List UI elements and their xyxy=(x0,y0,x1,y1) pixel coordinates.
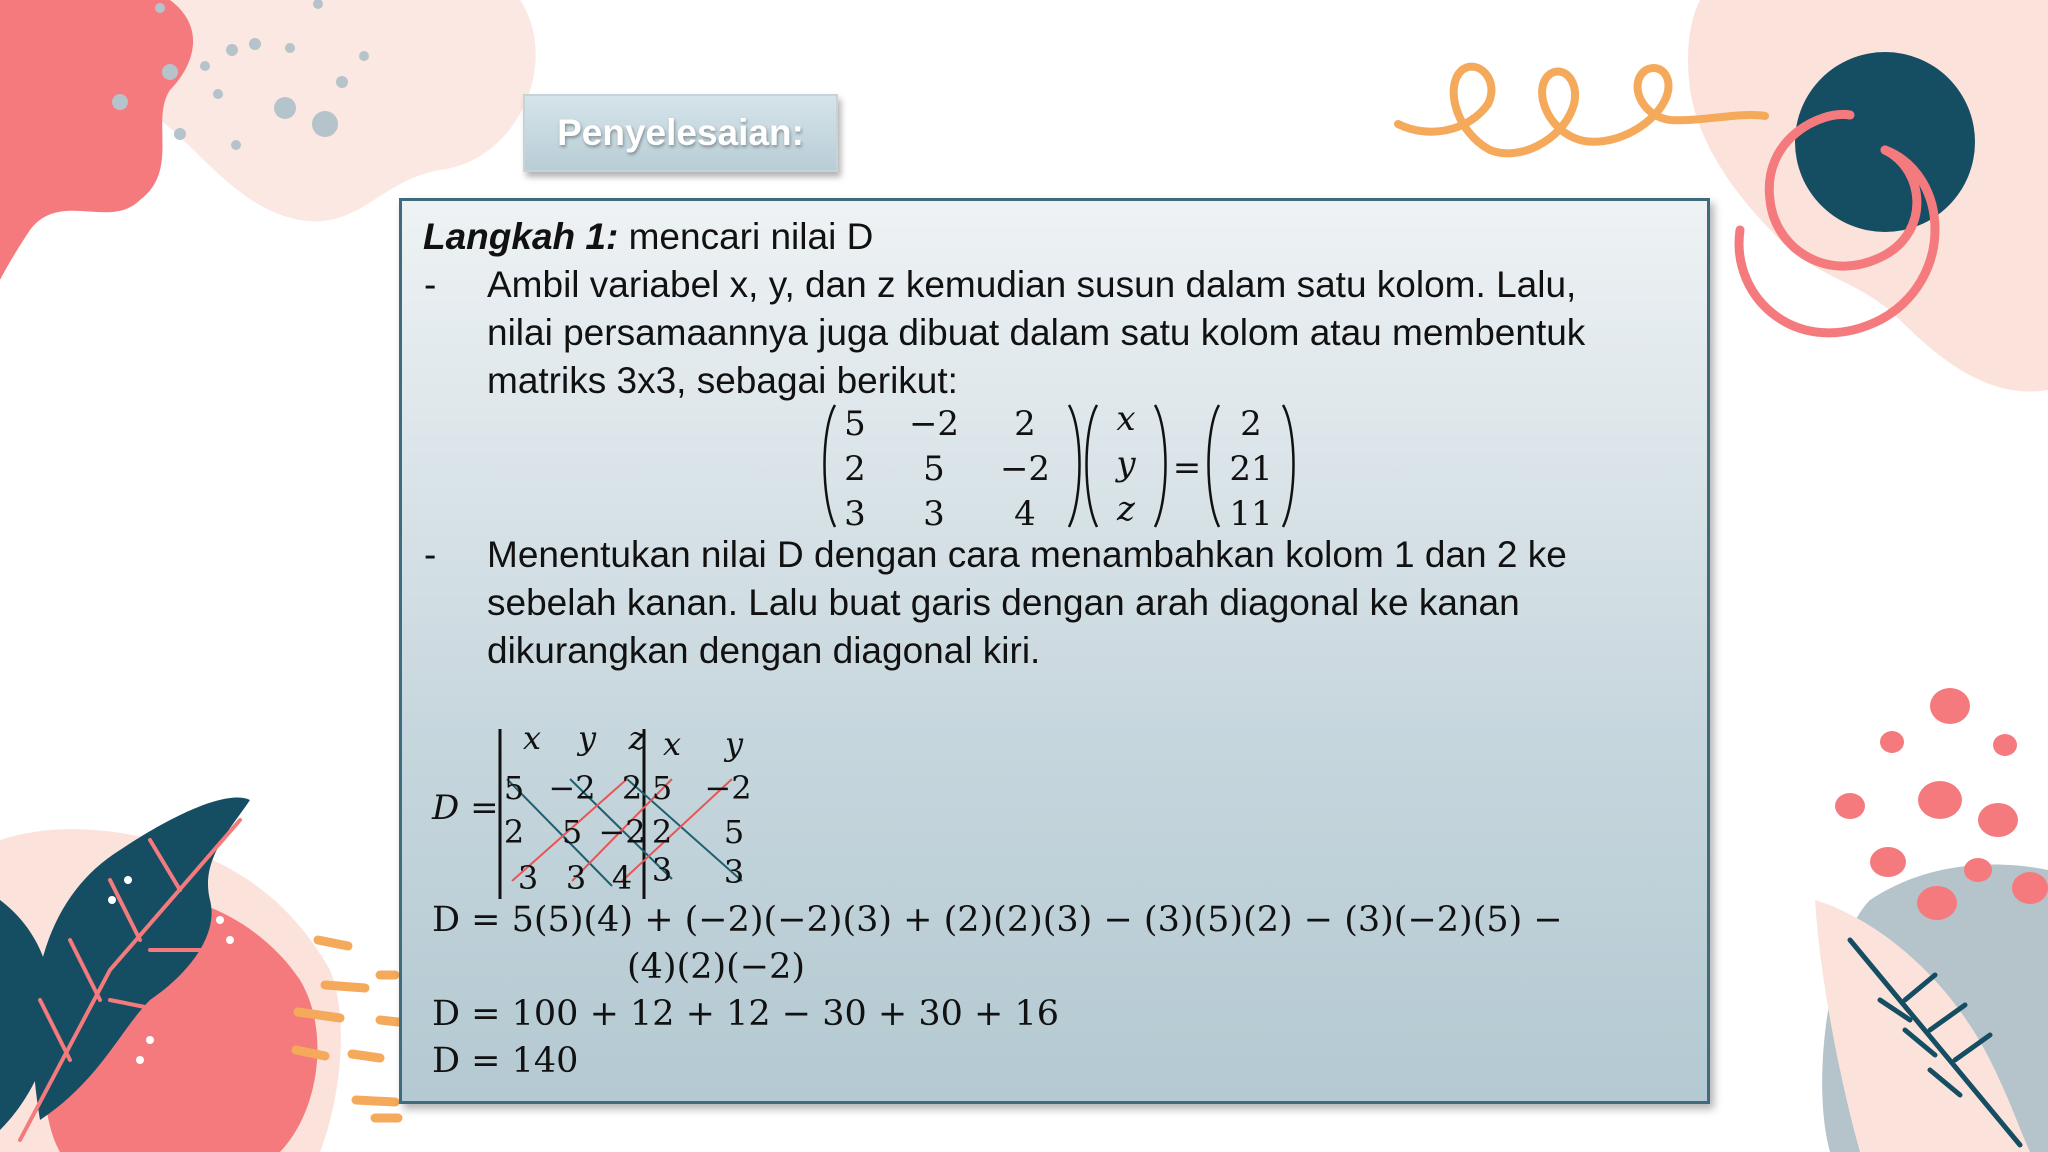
step-text: mencari nilai D xyxy=(618,216,874,257)
det-r3c3: 4 xyxy=(611,859,633,897)
calc-line-1: D = 5(5)(4) + (−2)(−2)(3) + (2)(2)(3) − (3)(5)(2) − (3)(−2)(5) − xyxy=(432,900,1563,940)
paren-right-b xyxy=(1283,405,1294,527)
det-r2c3: −2 xyxy=(598,813,646,851)
det-r1c3: 2 xyxy=(621,769,643,807)
det-r3c4: 3 xyxy=(651,851,673,889)
det-r2c2: 5 xyxy=(561,813,583,851)
det-head-z: z xyxy=(628,719,646,757)
coral-blob-top-left xyxy=(0,0,193,280)
bullet-1-line-1: Ambil variabel x, y, dan z kemudian susun dalam satu kolom. Lalu, xyxy=(487,264,1577,305)
bullet-1-line-2: nilai persamaannya juga dibuat dalam satu kolom atau membentuk xyxy=(487,312,1586,353)
paren-left-b xyxy=(1209,405,1220,527)
calc-line-3: D = 100 + 12 + 12 − 30 + 30 + 16 xyxy=(432,994,1060,1034)
a11: 5 xyxy=(844,404,866,444)
equals-sign: = xyxy=(1172,448,1202,488)
paren-right-x xyxy=(1155,405,1166,527)
paren-left-A xyxy=(825,405,836,527)
bullet-1-dash: - xyxy=(424,264,437,305)
det-head-x1: x xyxy=(522,719,542,757)
peach-blob-top-left xyxy=(140,0,536,221)
paren-left-x xyxy=(1087,405,1098,527)
det-lhs: D = xyxy=(432,788,499,828)
det-r1c2: −2 xyxy=(548,769,596,807)
calc-line-2: (4)(2)(−2) xyxy=(627,947,806,987)
det-r2c5: 5 xyxy=(723,813,745,851)
slide-title: Penyelesaian: xyxy=(557,112,804,153)
paren-right-A xyxy=(1069,405,1080,527)
b2: 21 xyxy=(1229,449,1273,489)
det-r1c1: 5 xyxy=(503,769,525,807)
a31: 3 xyxy=(844,494,866,534)
content-panel xyxy=(399,198,1710,1104)
det-r3c1: 3 xyxy=(517,859,539,897)
matrix-equation xyxy=(817,399,1307,534)
a23: −2 xyxy=(999,449,1051,489)
det-r1c5: −2 xyxy=(704,769,752,807)
det-head-y2: y xyxy=(724,725,744,763)
calc-line-4: D = 140 xyxy=(432,1041,579,1081)
bullet-2-dash: - xyxy=(424,534,437,575)
a32: 3 xyxy=(923,494,945,534)
det-head-x2: x xyxy=(662,725,682,763)
var-x: x xyxy=(1116,399,1136,439)
var-y: y xyxy=(1116,444,1136,484)
var-z: z xyxy=(1117,489,1135,529)
step-label: Langkah 1: xyxy=(423,216,619,257)
a22: 5 xyxy=(923,449,945,489)
det-r2c4: 2 xyxy=(651,813,673,851)
det-r3c2: 3 xyxy=(565,859,587,897)
step-heading xyxy=(423,213,873,261)
a12: −2 xyxy=(908,404,960,444)
det-head-y1: y xyxy=(577,719,597,757)
bullet-2-line-1: Menentukan nilai D dengan cara menambahkan kolom 1 dan 2 ke xyxy=(487,534,1567,575)
sarrus-determinant xyxy=(422,711,842,911)
a13: 2 xyxy=(1014,404,1036,444)
bullet-1-line-3: matriks 3x3, sebagai berikut: xyxy=(487,360,958,401)
det-r1c4: 5 xyxy=(651,769,673,807)
a21: 2 xyxy=(844,449,866,489)
teal-circle xyxy=(1795,52,1975,232)
a33: 4 xyxy=(1014,494,1036,534)
bullet-2-line-2: sebelah kanan. Lalu buat garis dengan arah diagonal ke kanan xyxy=(487,582,1520,623)
det-r3c5: 3 xyxy=(723,853,745,891)
title-box xyxy=(523,94,838,172)
b3: 11 xyxy=(1229,494,1273,534)
det-r2c1: 2 xyxy=(503,813,525,851)
bullet-2-line-3: dikurangkan dengan diagonal kiri. xyxy=(487,630,1041,671)
b1: 2 xyxy=(1240,404,1262,444)
